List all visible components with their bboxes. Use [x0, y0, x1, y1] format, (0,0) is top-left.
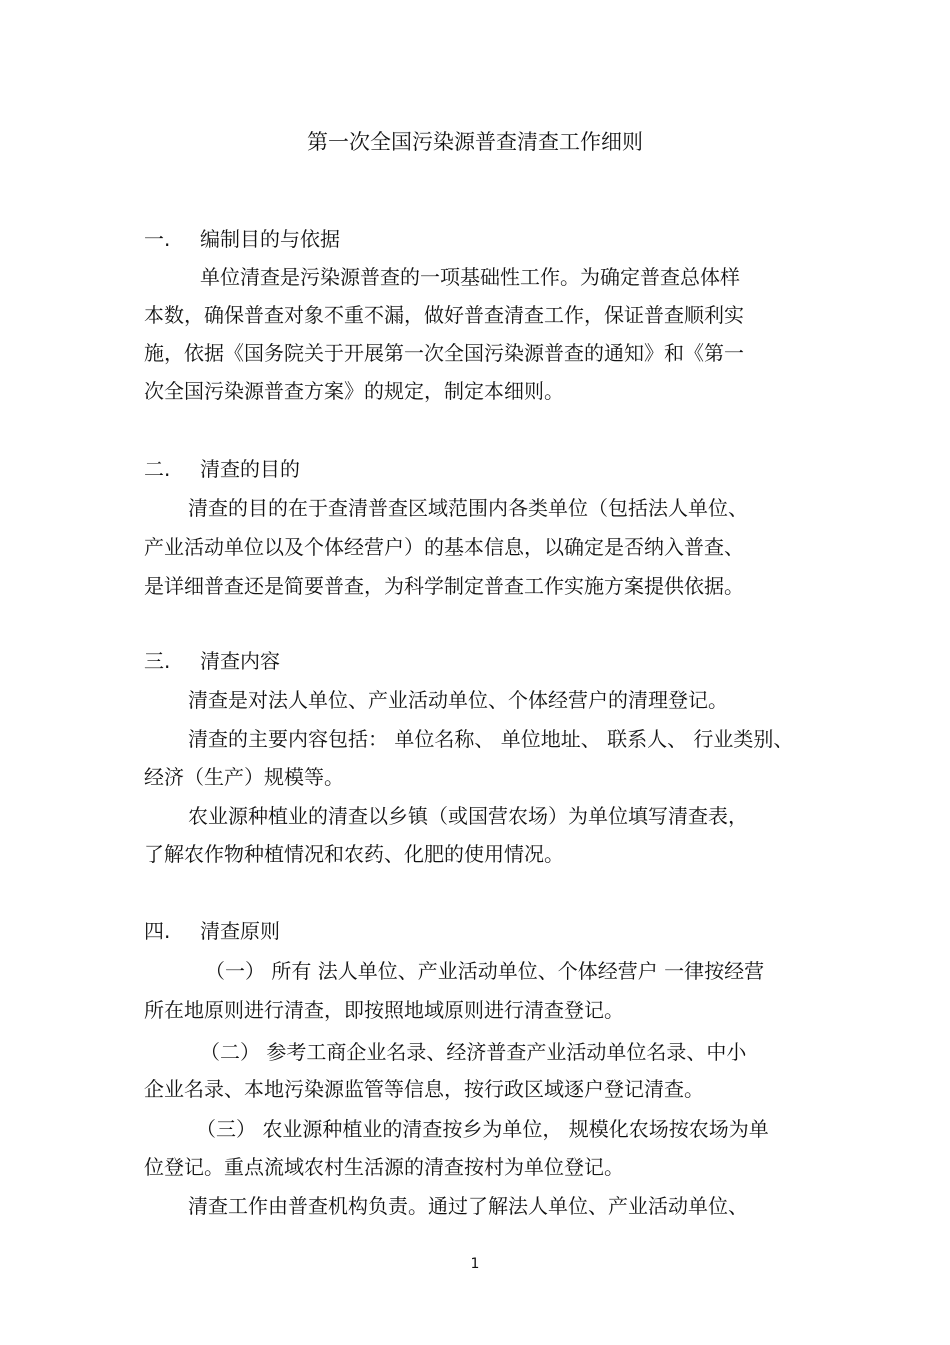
section-4-line-5: （三） 农业源种植业的清查按乡为单位， 规模化农场按农场为单	[196, 1117, 769, 1141]
section-1-number: 一.	[144, 227, 171, 251]
section-3-line-4: 农业源种植业的清查以乡镇（或国营农场）为单位填写清查表，	[188, 804, 748, 828]
section-1-line-3: 施，依据《国务院关于开展第一次全国污染源普查的通知》和《第一	[144, 341, 744, 365]
section-2-line-1: 清查的目的在于查清普查区域范围内各类单位（包括法人单位、	[188, 496, 748, 520]
section-4-line-7: 清查工作由普查机构负责。通过了解法人单位、产业活动单位、	[188, 1194, 748, 1218]
section-1-line-4: 次全国污染源普查方案》的规定，制定本细则。	[144, 379, 564, 403]
section-3-heading: 清查内容	[200, 649, 280, 673]
section-2-heading: 清查的目的	[200, 457, 300, 481]
section-3-line-3: 经济（生产）规模等。	[144, 765, 344, 789]
section-4-line-2: 所在地原则进行清查，即按照地域原则进行清查登记。	[144, 998, 624, 1022]
section-4-line-6: 位登记。重点流域农村生活源的清查按村为单位登记。	[144, 1155, 624, 1179]
section-3-line-5: 了解农作物种植情况和农药、化肥的使用情况。	[144, 842, 564, 866]
section-4-line-4: 企业名录、本地污染源监管等信息，按行政区域逐户登记清查。	[144, 1077, 704, 1101]
section-1-heading: 编制目的与依据	[200, 227, 340, 251]
section-4-line-3: （二） 参考工商企业名录、经济普查产业活动单位名录、中小	[200, 1040, 747, 1064]
document-title: 第一次全国污染源普查清查工作细则	[307, 130, 643, 154]
section-3-number: 三.	[144, 649, 171, 673]
section-4-heading: 清查原则	[200, 919, 280, 943]
section-3-line-2: 清查的主要内容包括： 单位名称、 单位地址、 联系人、 行业类别、	[188, 727, 794, 751]
section-2-line-2: 产业活动单位以及个体经营户）的基本信息，以确定是否纳入普查、	[144, 535, 744, 559]
section-4-line-1: （一） 所有 法人单位、产业活动单位、个体经营户 一律按经营	[205, 959, 765, 983]
section-1-line-2: 本数，确保普查对象不重不漏，做好普查清查工作，保证普查顺利实	[144, 303, 744, 327]
section-4-number: 四.	[144, 919, 171, 943]
section-1-line-1: 单位清查是污染源普查的一项基础性工作。为确定普查总体样	[200, 265, 740, 289]
page-number: 1	[470, 1256, 480, 1272]
section-3-line-1: 清查是对法人单位、产业活动单位、个体经营户的清理登记。	[188, 688, 728, 712]
section-2-line-3: 是详细普查还是简要普查，为科学制定普查工作实施方案提供依据。	[144, 574, 744, 598]
section-2-number: 二.	[144, 457, 171, 481]
